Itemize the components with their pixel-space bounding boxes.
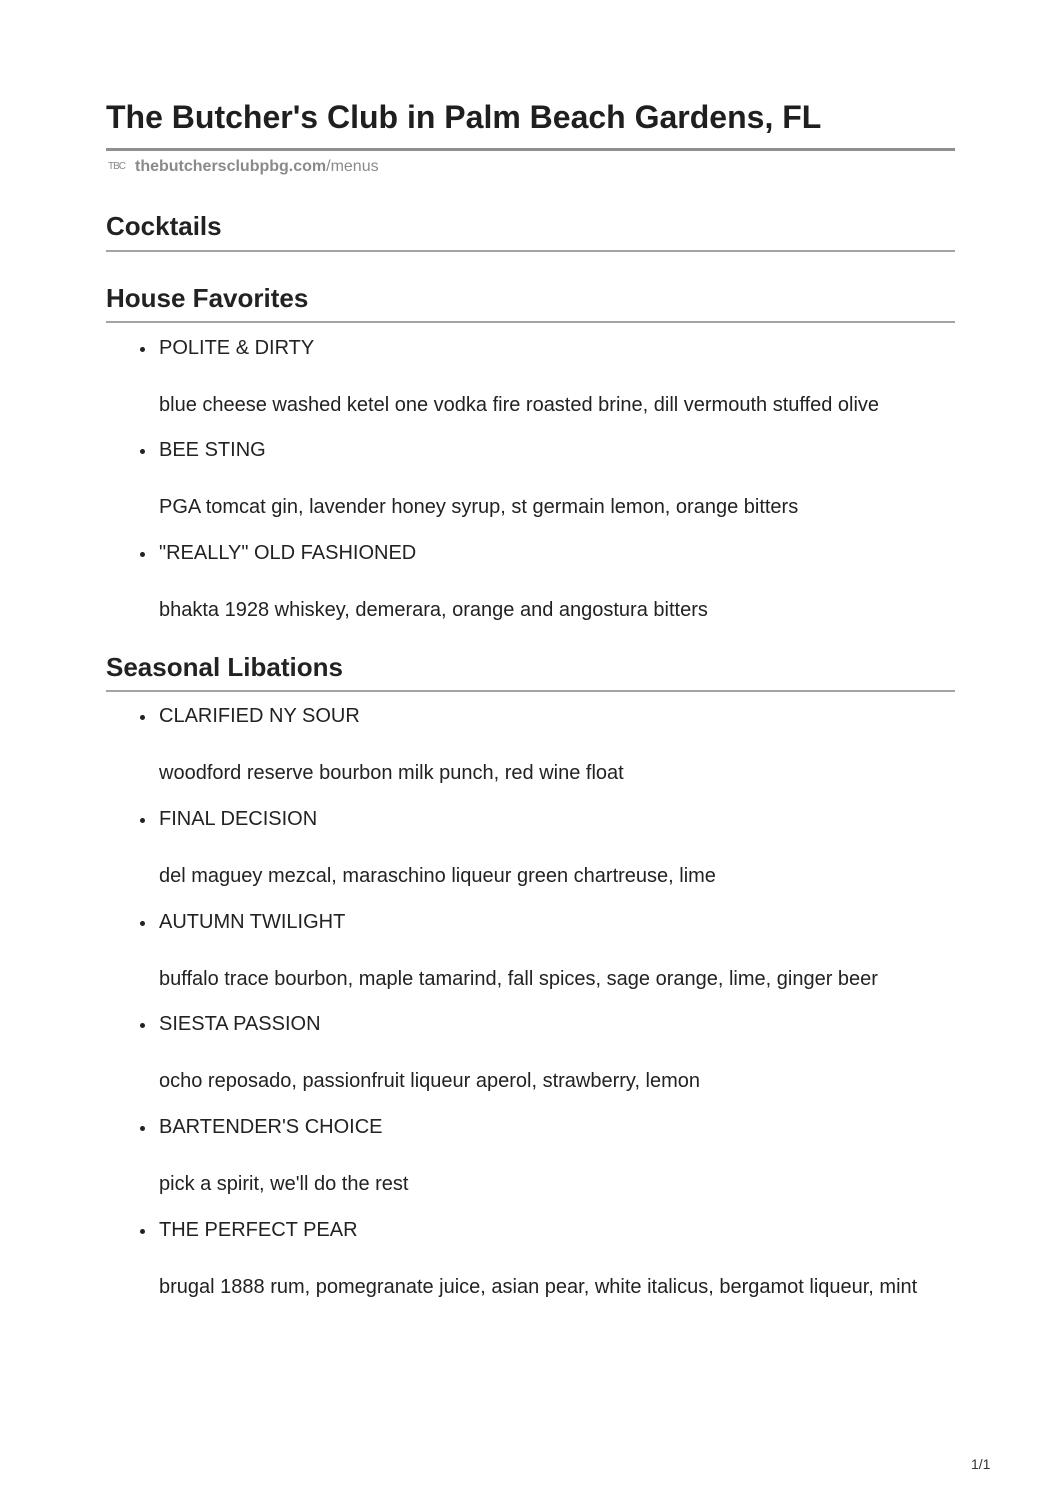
menu-item-name: CLARIFIED NY SOUR <box>159 705 949 728</box>
menu-item-name: BEE STING <box>159 439 949 462</box>
page-number: 1/1 <box>971 1456 991 1472</box>
group-title-seasonal-libations: Seasonal Libations <box>106 652 343 682</box>
menu-item-name: POLITE & DIRTY <box>159 337 949 360</box>
menu-item <box>159 911 949 994</box>
menu-item-description: blue cheese washed ketel one vodka fire roasted brine, dill vermouth stuffed olive <box>159 394 880 416</box>
site-favicon-icon: TBC <box>108 161 125 172</box>
menu-item <box>159 1219 949 1302</box>
menu-item <box>159 439 949 522</box>
title-divider <box>106 148 955 151</box>
source-link[interactable] <box>108 158 379 176</box>
menu-item-name: BARTENDER'S CHOICE <box>159 1116 949 1139</box>
page-title: The Butcher's Club in Palm Beach Gardens, FL <box>106 99 822 135</box>
source-domain[interactable]: thebutchersclubpbg.com <box>135 158 327 175</box>
menu-item-description: del maguey mezcal, maraschino liqueur green chartreuse, lime <box>159 865 716 887</box>
menu-item-description: pick a spirit, we'll do the rest <box>159 1173 409 1195</box>
menu-item-name: THE PERFECT PEAR <box>159 1219 949 1242</box>
menu-item-name: AUTUMN TWILIGHT <box>159 911 949 934</box>
group-divider <box>106 321 955 323</box>
menu-item-name: SIESTA PASSION <box>159 1013 949 1036</box>
menu-item <box>159 1116 949 1199</box>
menu-item-name: FINAL DECISION <box>159 808 949 831</box>
section-divider <box>106 250 955 252</box>
menu-item-description: brugal 1888 rum, pomegranate juice, asian pear, white italicus, bergamot liqueur, mint <box>159 1276 918 1298</box>
source-path[interactable]: /menus <box>326 158 379 175</box>
menu-item <box>159 705 949 788</box>
menu-item <box>159 337 949 420</box>
menu-item <box>159 1013 949 1096</box>
group-title-house-favorites: House Favorites <box>106 283 309 313</box>
group-divider <box>106 690 955 692</box>
menu-item <box>159 542 949 625</box>
menu-item-description: woodford reserve bourbon milk punch, red wine float <box>159 762 624 784</box>
menu-item-description: ocho reposado, passionfruit liqueur aperol, strawberry, lemon <box>159 1070 701 1092</box>
menu-item-description: PGA tomcat gin, lavender honey syrup, st germain lemon, orange bitters <box>159 496 799 518</box>
menu-item-description: buffalo trace bourbon, maple tamarind, fall spices, sage orange, lime, ginger beer <box>159 968 878 990</box>
section-title-cocktails: Cocktails <box>106 211 222 241</box>
menu-item <box>159 808 949 891</box>
menu-item-name: "REALLY" OLD FASHIONED <box>159 542 949 565</box>
menu-item-description: bhakta 1928 whiskey, demerara, orange and angostura bitters <box>159 599 708 621</box>
